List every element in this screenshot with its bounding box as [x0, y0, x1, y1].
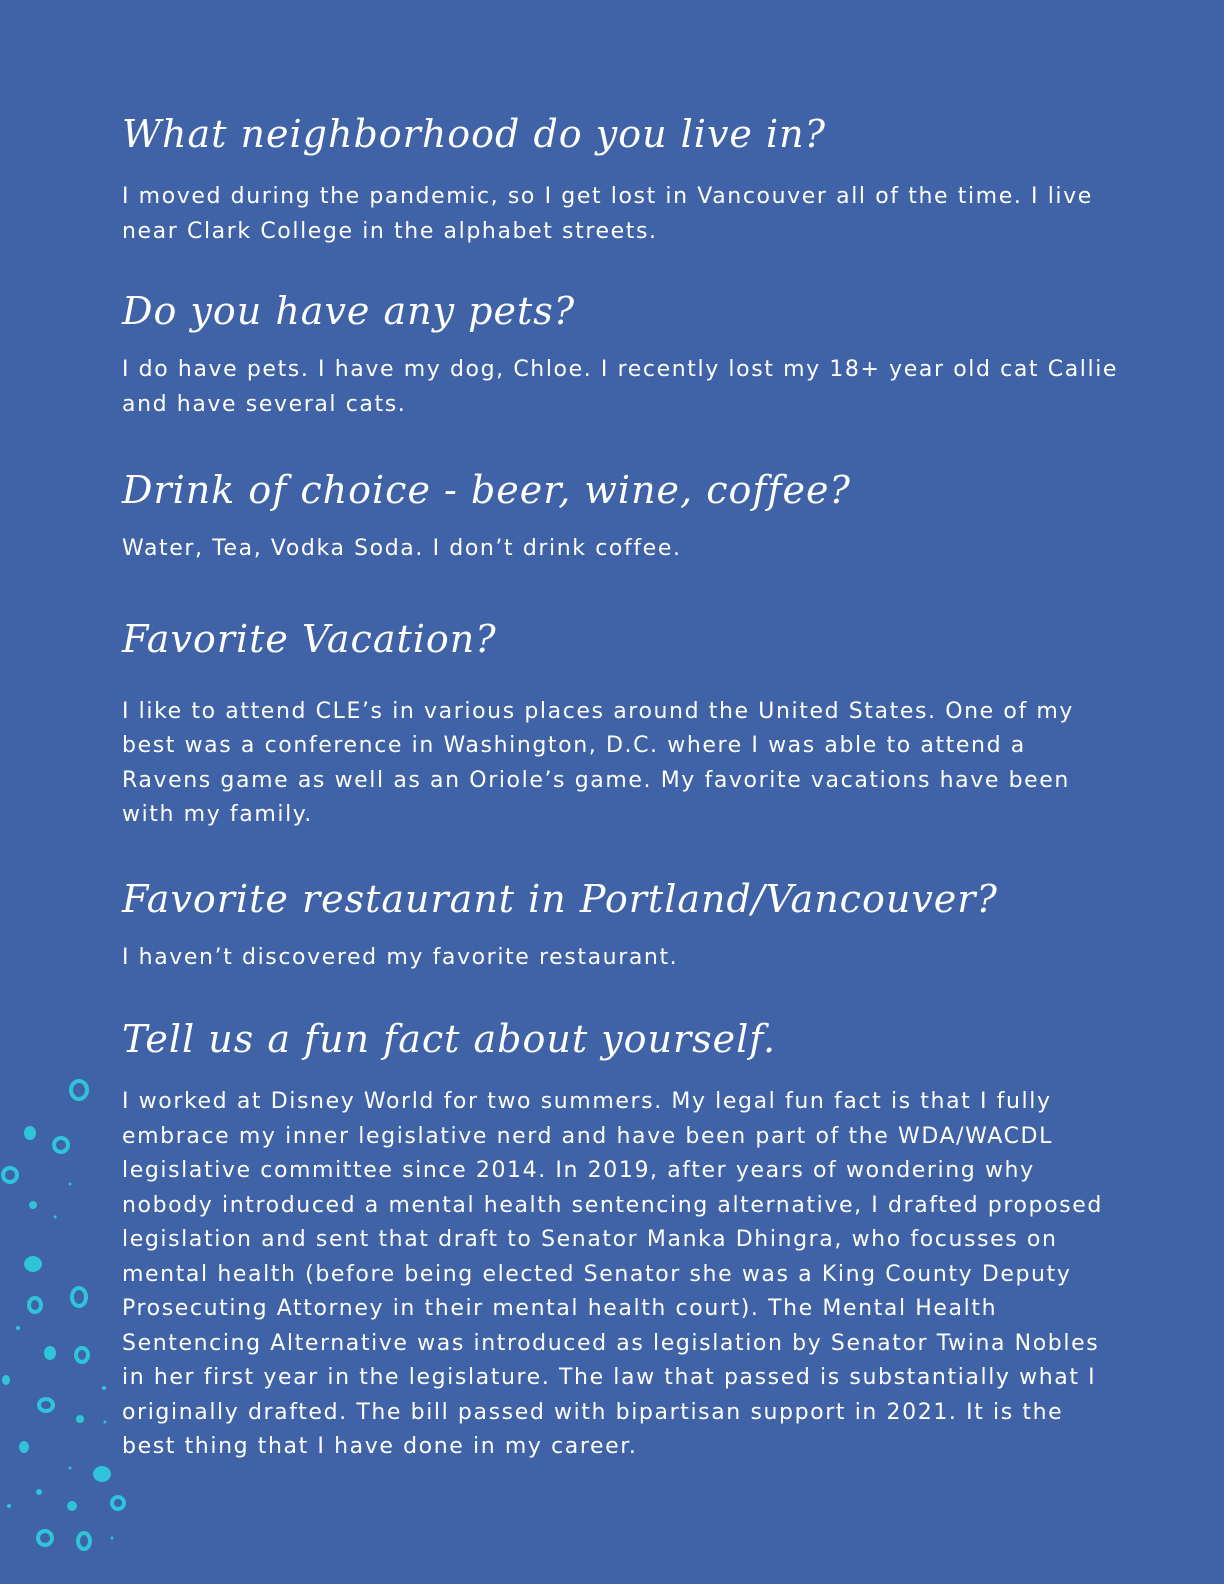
question-heading: What neighborhood do you live in?	[122, 112, 826, 156]
decorative-dots	[0, 1060, 140, 1584]
qa-vacation	[122, 617, 1122, 673]
answer-text: I haven’t discovered my favorite restaurant.	[122, 944, 679, 970]
answer-text: I do have pets. I have my dog, Chloe. I recently lost my 18+ year old cat Callie and have several cats.	[122, 357, 1119, 417]
question-heading: Tell us a fun fact about yourself.	[122, 1017, 777, 1061]
qa-drink	[122, 468, 1122, 524]
question-heading: Drink of choice - beer, wine, coffee?	[122, 468, 851, 512]
answer-text: I moved during the pandemic, so I get lost in Vancouver all of the time. I live near Clark College in the alphabet streets.	[122, 184, 1093, 244]
answer-text: I worked at Disney World for two summers. My legal fun fact is that I fully embrace my inner legislative nerd and have been part of the WDA/WACDL legislative committee since 2014. In 2019, after years of wondering why nobody introduced a mental health sentencing alternative, I drafted proposed legislation and sent that draft to Senator Manka Dhingra, who focusses on mental health (before being elected Senator she was a King County Deputy Prosecuting Attorney in their mental health court). The Mental Health Sentencing Alternative was introduced as legislation by Senator Twina Nobles in her first year in the legislature. The law that passed is substantially what I originally drafted. The bill passed with bipartisan support in 2021. It is the best thing that I have done in my career.	[122, 1089, 1103, 1459]
answer-text: Water, Tea, Vodka Soda. I don’t drink coffee.	[122, 536, 682, 561]
question-heading: Favorite restaurant in Portland/Vancouver?	[122, 876, 998, 921]
qa-neighborhood	[122, 112, 1122, 172]
answer-text: I like to attend CLE’s in various places around the United States. One of my best was a conference in Washington, D.C. where I was able to attend a Ravens game as well as an Oriole’s game. My favorite vacations have been with my family.	[122, 698, 1075, 827]
qa-content	[122, 112, 1122, 1465]
qa-restaurant	[122, 877, 1122, 933]
qa-fun-fact	[122, 1017, 1122, 1077]
question-heading: Favorite Vacation?	[122, 616, 497, 661]
question-heading: Do you have any pets?	[122, 289, 576, 333]
qa-pets	[122, 289, 1122, 345]
